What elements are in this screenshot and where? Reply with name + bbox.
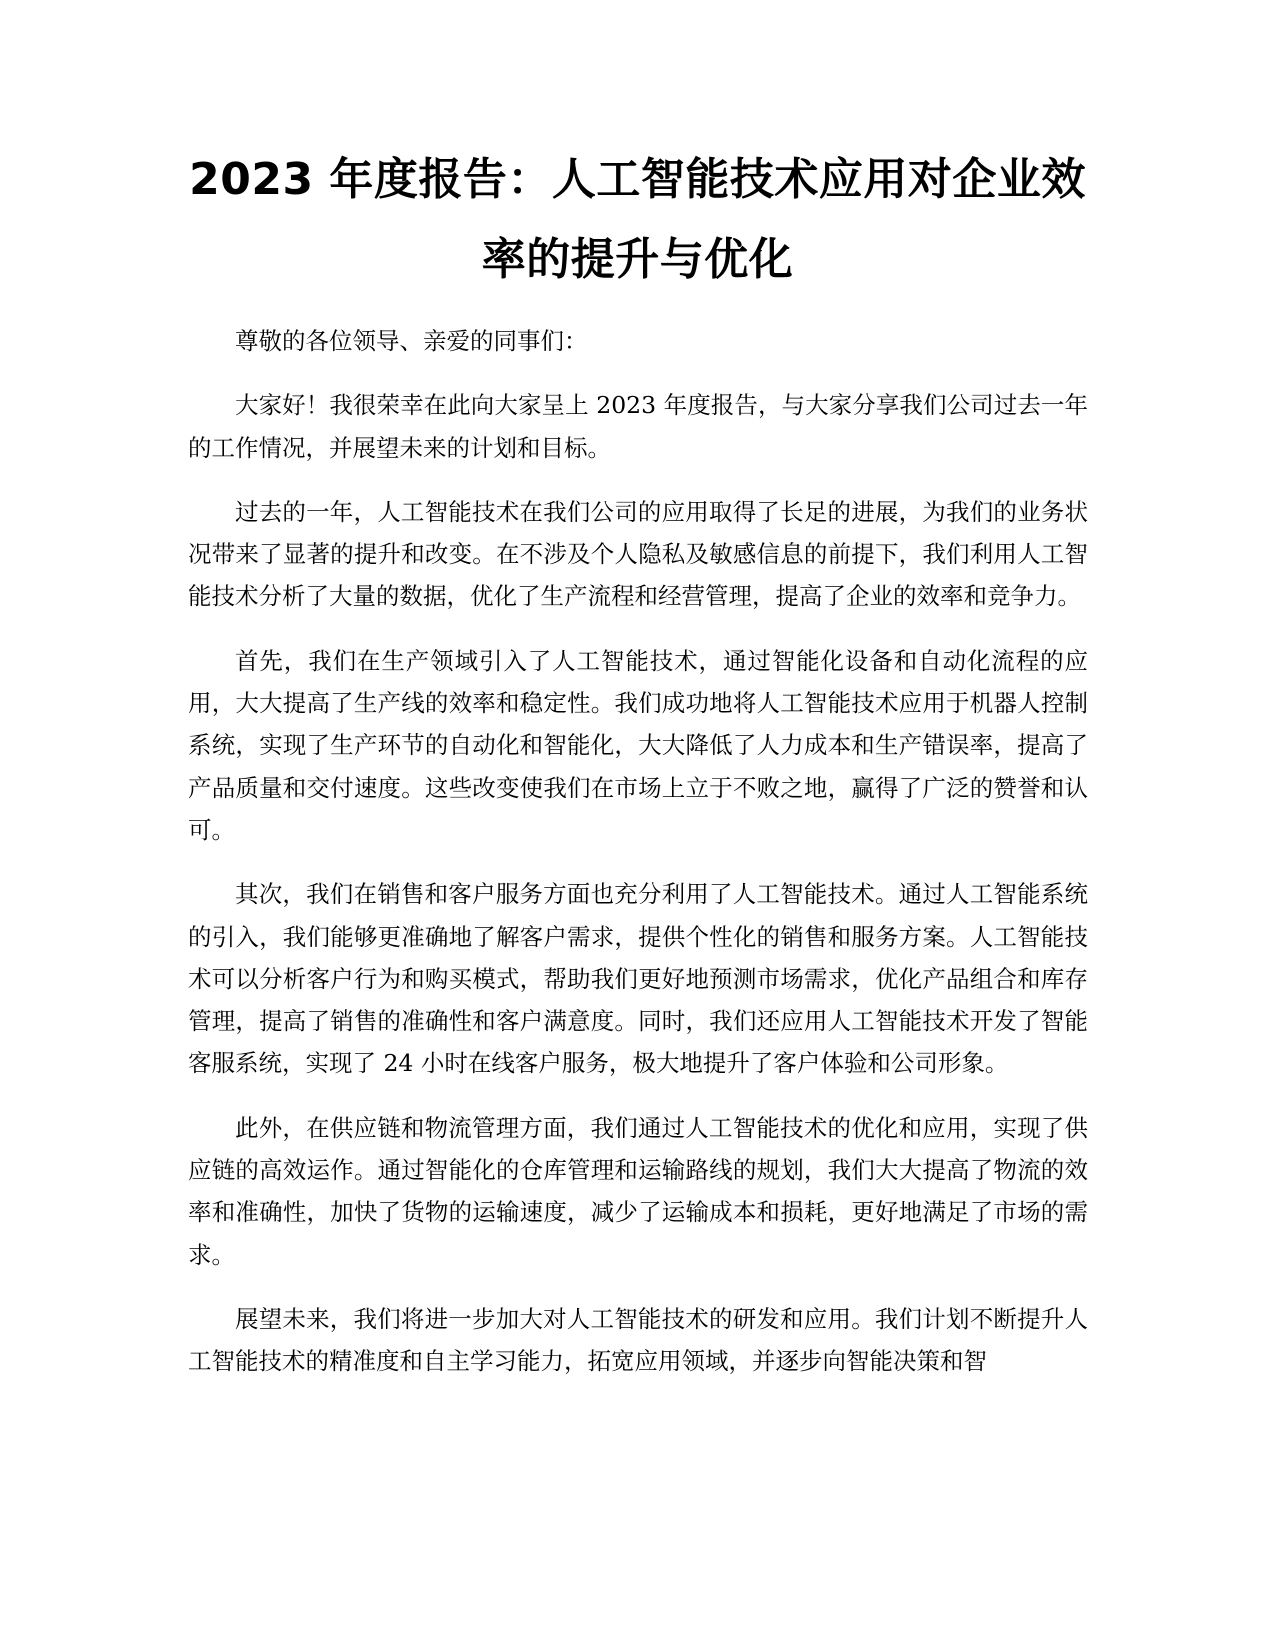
- production-paragraph: 首先，我们在生产领域引入了人工智能技术，通过智能化设备和自动化流程的应用，大大提高了生产线的效率和稳定性。我们成功地将人工智能技术应用于机器人控制系统，实现了生产环节的自动化和智能化，大大降低了人力成本和生产错误率，提高了产品质量和交付速度。这些改变使我们在市场上立于不败之地，赢得了广泛的赞誉和认可。: [188, 646, 1088, 844]
- sales-service-paragraph: 其次，我们在销售和客户服务方面也充分利用了人工智能技术。通过人工智能系统的引入，我们能够更准确地了解客户需求，提供个性化的销售和服务方案。人工智能技术可以分析客户行为和购买模式，帮助我们更好地预测市场需求，优化产品组合和库存管理，提高了销售的准确性和客户满意度。同时，我们还应用人工智能技术开发了智能客服系统，实现了 24 小时在线客户服务，极大地提升了客户体验和公司形象。: [188, 880, 1088, 1078]
- document-body: [188, 320, 1088, 1405]
- overview-paragraph: 过去的一年，人工智能技术在我们公司的应用取得了长足的进展，为我们的业务状况带来了显著的提升和改变。在不涉及个人隐私及敏感信息的前提下，我们利用人工智能技术分析了大量的数据，优化了生产流程和经营管理，提高了企业的效率和竞争力。: [188, 497, 1088, 611]
- supply-chain-paragraph: 此外，在供应链和物流管理方面，我们通过人工智能技术的优化和应用，实现了供应链的高效运作。通过智能化的仓库管理和运输路线的规划，我们大大提高了物流的效率和准确性，加快了货物的运输速度，减少了运输成本和损耗，更好地满足了市场的需求。: [188, 1113, 1088, 1269]
- greeting-paragraph: 大家好！我很荣幸在此向大家呈上 2023 年度报告，与大家分享我们公司过去一年的工作情况，并展望未来的计划和目标。: [188, 391, 1088, 462]
- outlook-paragraph: 展望未来，我们将进一步加大对人工智能技术的研发和应用。我们计划不断提升人工智能技术的精准度和自主学习能力，拓宽应用领域，并逐步向智能决策和智: [188, 1304, 1088, 1376]
- document-title: 2023 年度报告：人工智能技术应用对企业效率的提升与优化: [189, 154, 1086, 285]
- salutation-paragraph: 尊敬的各位领导、亲爱的同事们：: [235, 327, 588, 355]
